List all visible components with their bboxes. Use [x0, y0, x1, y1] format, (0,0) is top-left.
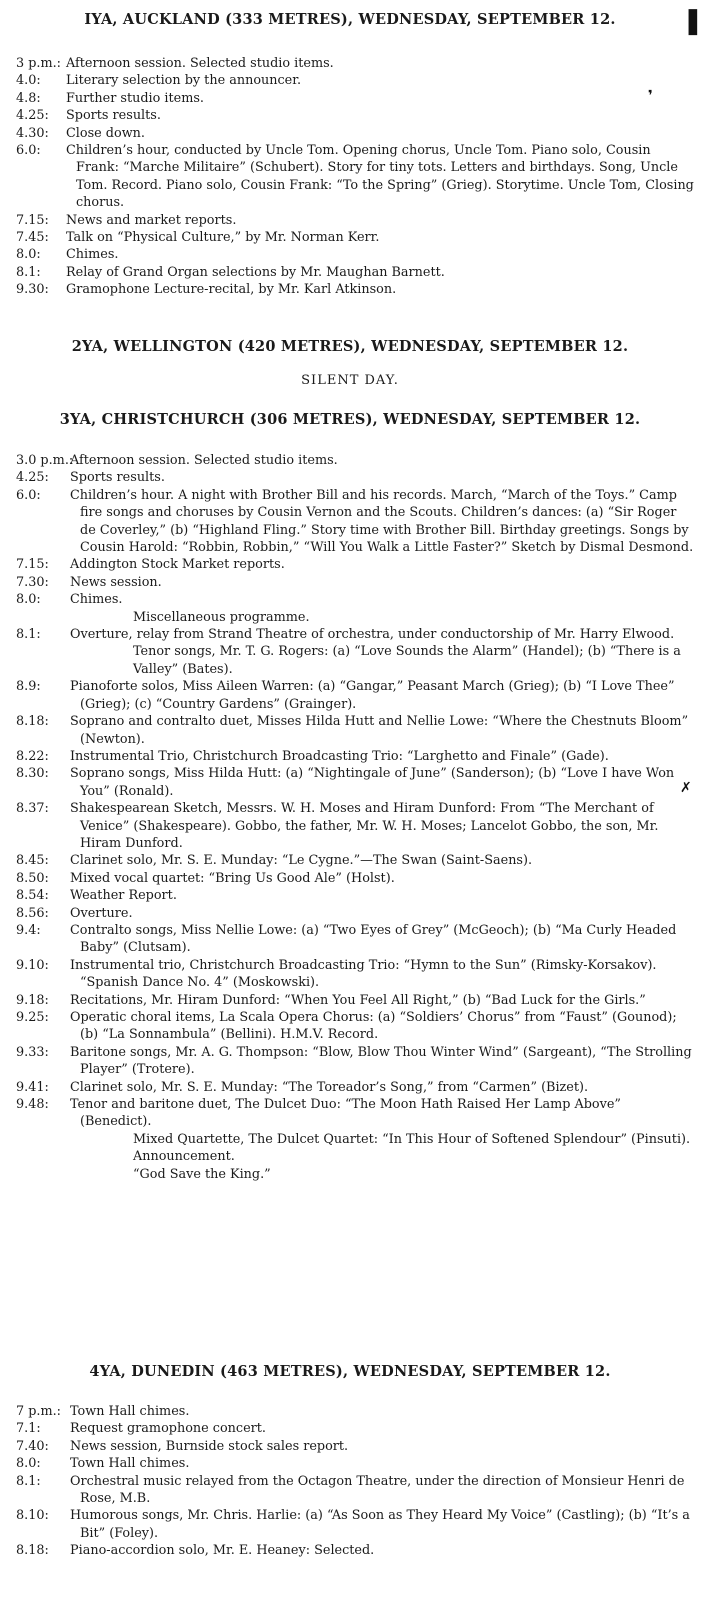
programme-line: Tenor songs, Mr. T. G. Rogers: (a) “Love Sounds the Alarm” (Handel); (b) “There is a Valley” (Bates). [133, 644, 681, 677]
entry-time: 7.30: [16, 574, 49, 590]
schedule-entry [16, 469, 696, 486]
entry-text: Sports results. [66, 108, 161, 124]
entry-text: Piano-accordion solo, Mr. E. Heaney: Selected. [70, 1543, 375, 1559]
entry-time: 8.45: [16, 853, 49, 869]
entry-text: Gramophone Lecture-recital, by Mr. Karl Atkinson. [66, 282, 397, 298]
entry-text: Relay of Grand Organ selections by Mr. Maughan Barnett. [66, 264, 445, 280]
entry-text: Afternoon session. Selected studio items. [70, 453, 338, 468]
entry-text: Soprano songs, Miss Hilda Hutt: (a) “Nightingale of June” (Sanderson); (b) “Love I have Won You” (Ronald). [70, 766, 675, 799]
entry-text: Chimes. [66, 247, 119, 263]
schedule-entry [16, 678, 696, 713]
entry-time: 7.45: [16, 230, 49, 246]
entry-text: Sports results. [70, 470, 165, 486]
entry-text: Talk on “Physical Culture,” by Mr. Norman Kerr. [66, 230, 380, 246]
entry-time: 9.33: [16, 1044, 49, 1060]
entry-text: Chimes. [70, 592, 123, 608]
schedule-entry [16, 72, 696, 89]
entry-time: 9.25: [16, 1010, 49, 1025]
entry-time: 9.48: [16, 1097, 49, 1113]
schedule-entry [16, 852, 696, 869]
schedule-entry [16, 1420, 696, 1437]
entry-time: 7.15: [16, 212, 49, 228]
entry-time: 9.30: [16, 282, 49, 298]
entry-text: Addington Stock Market reports. [70, 557, 285, 573]
schedule-entry [16, 1044, 696, 1079]
schedule-entry [16, 748, 696, 765]
entry-text: Orchestral music relayed from the Octagon Theatre, under the direction of Monsieur Henri de Rose, M.B. [70, 1473, 685, 1507]
entry-text: Weather Report. [70, 888, 177, 904]
entry-text: Instrumental trio, Christchurch Broadcasting Trio: “Hymn to the Sun” (Rimsky-Korsakov). “Spanish Dance No. 4” (Moskowski). [70, 957, 657, 991]
entry-time: 8.18: [16, 714, 49, 730]
entry-time: 3 p.m.: [16, 56, 61, 71]
entry-time: 8.22: [16, 748, 49, 764]
entry-text: Recitations, Mr. Hiram Dunford: “When You Feel All Right,” (b) “Bad Luck for the Girls.” [70, 992, 646, 1008]
schedule-entry [16, 1507, 696, 1542]
schedule-entry [16, 591, 696, 608]
schedule-entry [16, 90, 696, 107]
schedule-christchurch [16, 452, 696, 1183]
schedule-entry [16, 1455, 696, 1472]
entry-time: 7.40: [16, 1438, 49, 1454]
schedule-entry [16, 107, 696, 124]
entry-time: 4.8: [16, 90, 41, 106]
entry-text: Overture. [70, 905, 133, 921]
entry-text: Baritone songs, Mr. A. G. Thompson: “Blow, Blow Thou Winter Wind” (Sargeant), “The Strolling Player” (Trotere). [70, 1044, 692, 1078]
station-heading-wellington: 2YA, WELLINGTON (420 METRES), WEDNESDAY, SEPTEMBER 12. [71, 338, 629, 355]
schedule-entry [16, 905, 696, 922]
entry-time: 4.0: [16, 73, 41, 89]
schedule-auckland [16, 55, 696, 299]
entry-time: 8.50: [16, 870, 49, 886]
entry-text: Request gramophone concert. [70, 1421, 266, 1437]
schedule-entry [16, 1403, 696, 1420]
schedule-entry [16, 55, 696, 72]
entry-text: Mixed vocal quartet: “Bring Us Good Ale” (Holst). [70, 870, 395, 886]
entry-time: 8.37: [16, 801, 49, 817]
schedule-entry [16, 765, 696, 800]
entry-time: 4.25: [16, 470, 49, 486]
schedule-entry [16, 1096, 696, 1131]
entry-time: 9.4: [16, 922, 41, 938]
schedule-entry [16, 992, 696, 1009]
entry-text: News and market reports. [66, 212, 237, 228]
silent-day-note: SILENT DAY. [301, 373, 399, 388]
schedule-entry [16, 887, 696, 904]
entry-text: News session, Burnside stock sales report. [70, 1438, 349, 1454]
schedule-entry [16, 556, 696, 573]
schedule-entry [16, 957, 696, 992]
schedule-entry [16, 800, 696, 852]
entry-text: Soprano and contralto duet, Misses Hilda Hutt and Nellie Lowe: “Where the Chestnuts Bloom” (Newton). [70, 714, 689, 747]
entry-time: 8.1: [16, 627, 41, 643]
schedule-entry [16, 713, 696, 748]
entry-time: 8.30: [16, 766, 49, 782]
station-heading-auckland: IYA, AUCKLAND (333 METRES), WEDNESDAY, SEPTEMBER 12. [84, 11, 616, 28]
entry-text: Humorous songs, Mr. Chris. Harlie: (a) “As Soon as They Heard My Voice” (Castling); (b) “It’s a Bit” (Foley). [70, 1508, 690, 1541]
entry-time: 3.0 p.m.: [16, 453, 74, 468]
schedule-entry [16, 1438, 696, 1455]
schedule-dunedin [16, 1403, 696, 1560]
schedule-entry [16, 1079, 696, 1096]
schedule-entry [16, 125, 696, 142]
entry-text: Afternoon session. Selected studio items. [66, 56, 334, 71]
entry-time: 9.41: [16, 1079, 49, 1095]
schedule-entry [16, 487, 696, 557]
programme-line: Miscellaneous programme. [133, 609, 310, 625]
entry-time: 7 p.m.: [16, 1404, 61, 1419]
ink-mark: ✗ [680, 780, 692, 796]
entry-time: 6.0: [16, 487, 41, 503]
entry-time: 9.18: [16, 992, 49, 1008]
entry-text: Children’s hour, conducted by Uncle Tom. Opening chorus, Uncle Tom. Piano solo, Cousin Frank: “Marche Militaire” (Schubert). Story for tiny tots. Letters and birthdays. Song, Uncle Tom. Record. Piano solo, Cousin Frank: “To the Spring” (Grieg). Storytime. Uncle Tom, Closing chorus. [66, 143, 694, 211]
entry-text: Further studio items. [66, 90, 204, 106]
schedule-entry [16, 229, 696, 246]
schedule-entry [16, 1473, 696, 1508]
entry-time: 8.10: [16, 1508, 49, 1524]
entry-text: Close down. [66, 125, 145, 141]
entry-time: 8.54: [16, 888, 49, 904]
entry-text: Shakespearean Sketch, Messrs. W. H. Moses and Hiram Dunford: From “The Merchant of Venice” (Shakespeare). Gobbo, the father, Mr. W. H. Moses; Lancelot Gobbo, the son, Mr. Hiram Dunford. [70, 801, 659, 851]
schedule-entry [16, 626, 696, 643]
entry-time: 8.0: [16, 247, 41, 263]
entry-text: Children’s hour. A night with Brother Bill and his records. March, “March of the Toys.” Camp fire songs and choruses by Cousin Vernon and the Scouts. Children’s dances: (a) “Sir Roger de Coverley,” (b) “Highland Fling.” Story time with Brother Bill. Birthday greetings. Songs by Cousin Harold: “Robbin, Robbin,” “Will You Walk a Little Faster?” Sketch by Dismal Desmond. [70, 487, 694, 556]
entry-text: Tenor and baritone duet, The Dulcet Duo: “The Moon Hath Raised Her Lamp Above” (Benedict). [70, 1097, 621, 1130]
entry-text: Instrumental Trio, Christchurch Broadcasting Trio: “Larghetto and Finale” (Gade). [70, 748, 609, 764]
entry-time: 7.15: [16, 557, 49, 573]
programme-line: Announcement. [133, 1149, 235, 1165]
entry-text: Literary selection by the announcer. [66, 73, 302, 89]
schedule-entry [16, 142, 696, 212]
schedule-entry [16, 281, 696, 298]
schedule-entry [16, 1009, 696, 1044]
schedule-entry [16, 452, 696, 469]
station-heading-christchurch: 3YA, CHRISTCHURCH (306 METRES), WEDNESDAY, SEPTEMBER 12. [59, 411, 641, 428]
entry-text: Overture, relay from Strand Theatre of orchestra, under conductorship of Mr. Harry Elwood. [70, 627, 675, 643]
entry-text: Clarinet solo, Mr. S. E. Munday: “Le Cygne.”—The Swan (Saint-Saens). [70, 853, 533, 869]
schedule-entry [16, 212, 696, 229]
entry-time: 8.1: [16, 1473, 41, 1489]
entry-time: 4.30: [16, 125, 49, 141]
schedule-entry [16, 922, 696, 957]
schedule-entry [16, 264, 696, 281]
ink-mark: ❜ [648, 88, 653, 104]
ink-blot-mark: ❚ [682, 6, 704, 36]
entry-time: 6.0: [16, 143, 41, 159]
entry-time: 8.9: [16, 679, 41, 695]
entry-time: 7.1: [16, 1421, 41, 1437]
station-heading-dunedin: 4YA, DUNEDIN (463 METRES), WEDNESDAY, SEPTEMBER 12. [89, 1363, 611, 1380]
entry-text: Town Hall chimes. [70, 1456, 190, 1472]
programme-line: “God Save the King.” [133, 1166, 271, 1182]
entry-time: 8.1: [16, 264, 41, 280]
entry-text: Clarinet solo, Mr. S. E. Munday: “The Toreador’s Song,” from “Carmen” (Bizet). [70, 1079, 589, 1095]
entry-time: 8.56: [16, 905, 49, 921]
entry-time: 8.0: [16, 592, 41, 608]
schedule-entry [16, 870, 696, 887]
entry-time: 9.10: [16, 957, 49, 973]
entry-text: Contralto songs, Miss Nellie Lowe: (a) “Two Eyes of Grey” (McGeoch); (b) “Ma Curly Headed Baby” (Clutsam). [70, 922, 677, 956]
entry-time: 8.18: [16, 1543, 49, 1559]
entry-text: News session. [70, 574, 162, 590]
entry-text: Pianoforte solos, Miss Aileen Warren: (a) “Gangar,” Peasant March (Grieg); (b) “I Love Thee” (Grieg); (c) “Country Gardens” (Grainger). [70, 679, 675, 712]
schedule-entry [16, 574, 696, 591]
schedule-entry [16, 1542, 696, 1559]
entry-text: Town Hall chimes. [70, 1404, 190, 1419]
entry-text: Operatic choral items, La Scala Opera Chorus: (a) “Soldiers’ Chorus” from “Faust” (Gounod); (b) “La Sonnambula” (Bellini). H.M.V. Record. [70, 1010, 677, 1043]
entry-time: 8.0: [16, 1456, 41, 1472]
schedule-entry [16, 246, 696, 263]
programme-line: Mixed Quartette, The Dulcet Quartet: “In This Hour of Softened Splendour” (Pinsuti). [133, 1131, 691, 1147]
entry-time: 4.25: [16, 108, 49, 124]
